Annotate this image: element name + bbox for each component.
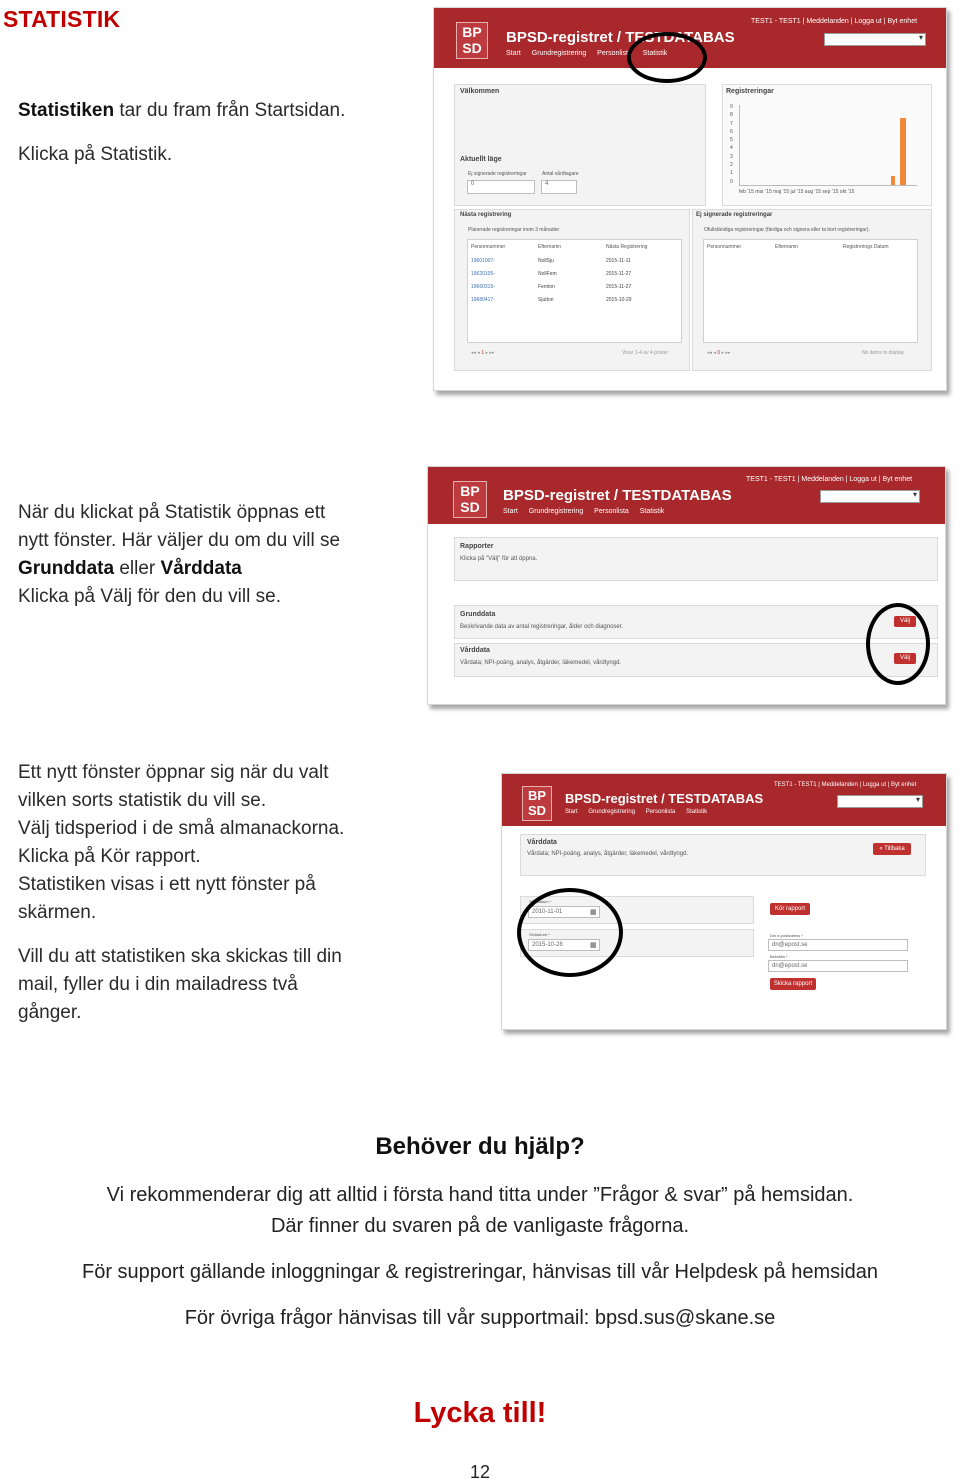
- y-tick: 2: [730, 162, 733, 169]
- nav-bar: [503, 508, 673, 515]
- kor-rapport-button[interactable]: Kör rapport: [770, 903, 810, 915]
- col-personnummer: Personnummer: [471, 244, 506, 250]
- section3-line: Statistiken visas i ett nytt fönster på: [18, 874, 316, 895]
- table-row-pnr[interactable]: 19660315-: [471, 284, 495, 290]
- rapporter-desc: Klicka på "Välj" för att öppna.: [460, 556, 538, 562]
- table-row-namn: Sjutton: [538, 297, 554, 303]
- calendar-icon[interactable]: ▦: [590, 942, 597, 949]
- logo-top: BP: [462, 24, 482, 40]
- logo-bottom: SD: [462, 40, 482, 56]
- email-field[interactable]: dn@epost.se: [768, 939, 908, 951]
- pager-controls[interactable]: ◂◂ ◂ 1 ▸ ▸▸: [471, 350, 495, 356]
- bpsd-logo: [522, 786, 552, 821]
- col-efternamn: Efternamn: [775, 244, 799, 250]
- logo-bottom: SD: [460, 499, 480, 515]
- tillbaka-button[interactable]: « Tillbaka: [873, 843, 911, 855]
- user-bar[interactable]: TEST1 - TEST1 | Meddelanden | Logga ut | Byt enhet: [746, 476, 913, 483]
- nav-personlista[interactable]: Personlista: [594, 508, 629, 515]
- highlight-circle: [866, 603, 930, 685]
- skicka-rapport-button[interactable]: Skicka rapport: [770, 978, 816, 990]
- section2-line1: När du klickat på Statistik öppnas ett: [18, 502, 326, 523]
- unit-dropdown[interactable]: [837, 795, 923, 808]
- confirm-email-field[interactable]: dn@epost.se: [768, 960, 908, 972]
- page-title: STATISTIK: [3, 6, 121, 32]
- grunddata-panel: [454, 605, 938, 639]
- section3-line: vilken sorts statistik du vill se.: [18, 790, 267, 811]
- section2-line3: [18, 555, 340, 583]
- section1-line2: Klicka på Statistik.: [18, 144, 173, 165]
- section2-line4: Klicka på Välj för den du vill se.: [18, 586, 281, 607]
- mail-line: Vill du att statistiken ska skickas till din: [18, 946, 342, 967]
- table-row-datum: 2015-11-27: [606, 284, 632, 290]
- ej-signerade-field: 0: [467, 180, 535, 194]
- nav-grundregistrering[interactable]: Grundregistrering: [588, 809, 636, 815]
- y-tick: 0: [730, 178, 733, 185]
- nav-bar: [565, 809, 716, 815]
- nav-statistik[interactable]: Statistik: [639, 508, 665, 515]
- pager-page[interactable]: 1: [481, 350, 485, 356]
- unit-dropdown[interactable]: [824, 33, 926, 46]
- grunddata-heading: Grunddata: [460, 611, 496, 618]
- bpsd-logo: [456, 22, 488, 59]
- mail-line: mail, fyller du i din mailadress två: [18, 974, 298, 995]
- pager2-info: No items to display: [862, 350, 905, 356]
- pager2-controls[interactable]: ◂◂ ◂ 0 ▸ ▸▸: [707, 350, 731, 356]
- nav-statistik[interactable]: Statistik: [686, 809, 708, 815]
- table-row-namn: NollSju: [538, 258, 554, 264]
- din-epost-label: Din e-postadress *: [770, 933, 803, 938]
- section1-text: [18, 97, 345, 169]
- y-tick: 1: [730, 170, 733, 177]
- varddata-desc: Vårdata; NPI-poäng, analys, åtgärder, läkemedel, vårdtyngd.: [460, 660, 622, 666]
- app-title: BPSD-registret / TESTDATABAS: [506, 29, 735, 46]
- y-tick: 4: [730, 145, 733, 152]
- user-bar[interactable]: TEST1 - TEST1 | Meddelanden | Logga ut | Byt enhet: [774, 782, 917, 788]
- table-row-pnr[interactable]: 19601007-: [471, 258, 495, 264]
- startdatum-input[interactable]: 2010-11-01: [528, 906, 600, 918]
- grunddata-desc: Beskrivande data av antal registreringar, ålder och diagnoser.: [460, 624, 624, 630]
- ofullstandiga-text: Ofullständiga registreringar (färdiga och signera eller ta bort registreringar).: [704, 227, 870, 233]
- line3-mid: eller: [114, 558, 161, 579]
- slutdatum-input[interactable]: 2015-10-28: [528, 939, 600, 951]
- section3-line: skärmen.: [18, 902, 97, 923]
- section1-line1-rest: tar du fram från Startsidan.: [114, 100, 346, 121]
- table-row-namn: NollFem: [538, 271, 557, 277]
- highlight-circle: [627, 32, 707, 83]
- section2-line2: nytt fönster. Här väljer du om du vill se: [18, 530, 341, 551]
- nav-grundregistrering[interactable]: Grundregistrering: [528, 508, 584, 515]
- varddata-heading: Vårddata: [527, 839, 557, 846]
- logo-bottom: SD: [527, 803, 547, 818]
- pager2-page[interactable]: 0: [717, 350, 721, 356]
- chart-y-ticks: [730, 103, 733, 186]
- chart-x-ticks: feb '15 mar '15 maj '15 jul '15 aug '15 sep '15 okt '15: [739, 189, 855, 195]
- section3-line: Ett nytt fönster öppnar sig när du valt: [18, 762, 329, 783]
- pager-info: Visar 1-4 av 4 poster: [622, 350, 669, 356]
- section2-text: [18, 499, 340, 611]
- help-title: Behöver du hjälp?: [375, 1133, 585, 1160]
- user-bar[interactable]: TEST1 - TEST1 | Meddelanden | Logga ut | Byt enhet: [751, 18, 918, 25]
- antal-vardtagare-label: Antal vårdtagare: [542, 171, 579, 177]
- bekrafta-label: Bekräfta *: [770, 954, 788, 959]
- chart-axis: [739, 185, 917, 186]
- app-title: BPSD-registret / TESTDATABAS: [565, 791, 764, 806]
- section3-text: [18, 759, 344, 1027]
- valj-grunddata-button[interactable]: Välj: [894, 616, 916, 627]
- slutdatum-label: Slutdatum *: [529, 932, 550, 937]
- col-personnummer: Personnummer: [707, 244, 742, 250]
- help-line3: För support gällande inloggningar & registreringar, hänvisas till vår Helpdesk på hemsidan: [82, 1261, 878, 1283]
- valkommen-heading: Välkommen: [460, 88, 500, 95]
- help-line4: För övriga frågor hänvisas till vår supportmail: bpsd.sus@skane.se: [184, 1307, 776, 1329]
- help-line2: Där finner du svaren på de vanligaste frågorna.: [270, 1215, 690, 1237]
- nav-start[interactable]: Start: [506, 50, 521, 57]
- col-efternamn: Efternamn: [538, 244, 562, 250]
- y-tick: 8: [730, 112, 733, 119]
- startdatum-label: Startdatum *: [529, 899, 552, 904]
- table-row-datum: 2015-11-11: [606, 258, 631, 264]
- next-registration-table: [467, 239, 682, 343]
- section3-line: Klicka på Kör rapport.: [18, 846, 201, 867]
- table-row-datum: 2015-10-29: [606, 297, 632, 303]
- nav-statistik[interactable]: Statistik: [642, 50, 668, 57]
- valj-varddata-button[interactable]: Välj: [894, 653, 916, 664]
- chart-bar: [900, 118, 906, 185]
- highlight-circle: [517, 888, 623, 977]
- nav-personlista[interactable]: Personlista: [597, 50, 632, 57]
- app-title: BPSD-registret / TESTDATABAS: [503, 487, 732, 504]
- nav-grundregistrering[interactable]: Grundregistrering: [531, 50, 587, 57]
- table-row-pnr[interactable]: 19680417-: [471, 297, 495, 303]
- chart-bar: [891, 176, 895, 185]
- ej-signerade-heading: Ej signerade registreringar: [696, 212, 773, 218]
- logo-top: BP: [527, 788, 547, 803]
- nav-personlista[interactable]: Personlista: [645, 809, 676, 815]
- bpsd-logo: [453, 481, 487, 518]
- section3-line: Välj tidsperiod i de små almanackorna.: [18, 818, 345, 839]
- planerade-text: Planerade registreringar inom 3 månader: [468, 227, 560, 233]
- page-number: 12: [469, 1462, 491, 1482]
- y-tick: 3: [730, 153, 733, 160]
- antal-vardtagare-field: 4: [541, 180, 577, 194]
- help-line1: Vi rekommenderar dig att alltid i första hand titta under ”Frågor & svar” på hemsidan.: [106, 1184, 854, 1206]
- nasta-registrering-heading: Nästa registrering: [460, 212, 512, 218]
- varddata-bold: Vårddata: [160, 558, 242, 579]
- table-row-pnr[interactable]: 19620105-: [471, 271, 495, 277]
- unit-dropdown[interactable]: [820, 490, 920, 503]
- unsigned-table: [703, 239, 918, 343]
- y-tick: 9: [730, 104, 733, 110]
- statistiken-bold: Statistiken: [18, 100, 115, 121]
- logo-top: BP: [460, 483, 480, 499]
- y-tick: 6: [730, 128, 733, 135]
- y-tick: 5: [730, 137, 733, 144]
- table-row-datum: 2015-11-27: [606, 271, 632, 277]
- nav-start[interactable]: Start: [565, 809, 578, 815]
- y-tick: 7: [730, 120, 733, 127]
- mail-line: gånger.: [18, 1002, 82, 1023]
- col-nasta: Nästa Registrering: [606, 244, 648, 250]
- registreringar-heading: Registreringar: [726, 88, 774, 95]
- ej-signerade-label: Ej signerade registreringar: [468, 171, 527, 177]
- rapporter-heading: Rapporter: [460, 543, 494, 550]
- closing-text: Lycka till!: [413, 1397, 547, 1429]
- aktuellt-lage-heading: Aktuellt läge: [460, 156, 502, 163]
- grunddata-bold: Grunddata: [18, 558, 115, 579]
- table-row-namn: Femton: [538, 284, 555, 290]
- nav-start[interactable]: Start: [503, 508, 518, 515]
- screenshot-reports: [427, 466, 946, 705]
- varddata-heading: Vårddata: [460, 647, 490, 654]
- chart-axis: [739, 105, 740, 185]
- calendar-icon[interactable]: ▦: [590, 909, 597, 916]
- varddata-desc: Vårdata; NPI-poäng, analys, åtgärder, läkemedel, vårdtyngd.: [527, 851, 689, 857]
- col-regdatum: Registrerings Datum: [843, 244, 889, 250]
